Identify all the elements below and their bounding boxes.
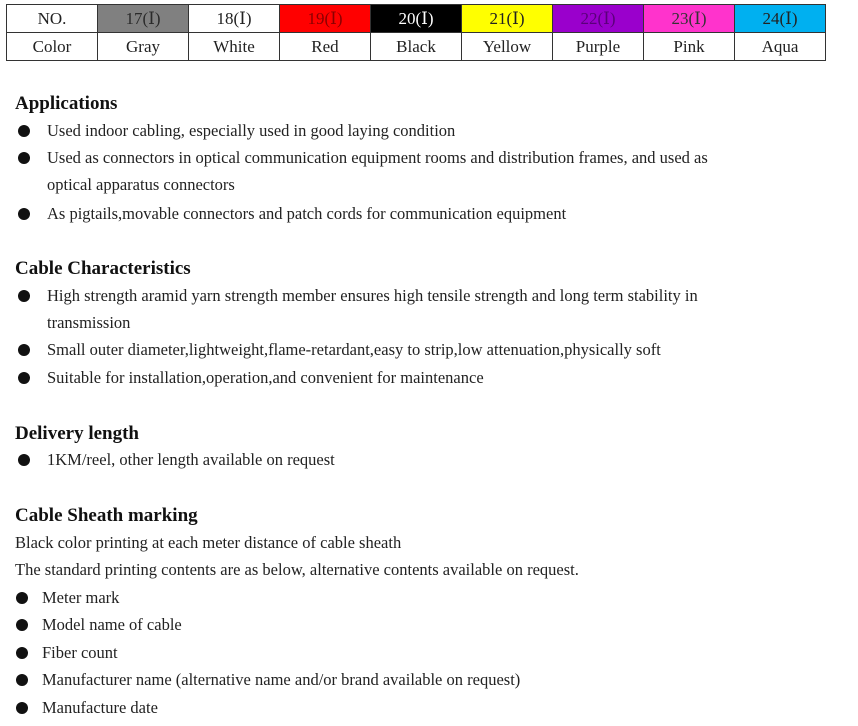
fiber-number-cell: 19(Ⅰ) — [280, 5, 371, 33]
row-label-number: NO. — [7, 5, 98, 33]
fiber-number-cell: 21(Ⅰ) — [462, 5, 553, 33]
color-name-cell: Red — [280, 33, 371, 61]
marking-item: Meter mark — [42, 588, 120, 607]
applications-heading: Applications — [15, 93, 118, 114]
table-row-number — [7, 5, 826, 33]
marking-item: Fiber count — [42, 643, 118, 662]
bullet-icon — [18, 290, 30, 302]
color-name-cell: Gray — [98, 33, 189, 61]
applications-item: Used as connectors in optical communication equipment rooms and distribution frames, and used as — [47, 148, 708, 167]
fiber-number-cell: 17(Ⅰ) — [98, 5, 189, 33]
applications-item-continuation: optical apparatus connectors — [47, 175, 235, 194]
marking-item: Manufacturer name (alternative name and/or brand available on request) — [42, 670, 521, 689]
characteristics-item: Small outer diameter,lightweight,flame-retardant,easy to strip,low attenuation,physically soft — [47, 340, 661, 359]
table-row-color — [7, 33, 826, 61]
bullet-icon — [16, 619, 28, 631]
bullet-icon — [16, 592, 28, 604]
bullet-icon — [16, 674, 28, 686]
bullet-icon — [18, 372, 30, 384]
bullet-icon — [18, 344, 30, 356]
characteristics-heading: Cable Characteristics — [15, 258, 191, 279]
bullet-icon — [18, 125, 30, 137]
color-name-cell: White — [189, 33, 280, 61]
fiber-number-cell: 24(Ⅰ) — [735, 5, 826, 33]
row-label-color: Color — [7, 33, 98, 61]
fiber-number-cell: 18(Ⅰ) — [189, 5, 280, 33]
fiber-number-cell: 23(Ⅰ) — [644, 5, 735, 33]
fiber-number-cell: 22(Ⅰ) — [553, 5, 644, 33]
applications-item: As pigtails,movable connectors and patch cords for communication equipment — [47, 204, 567, 223]
marking-item: Manufacture date — [42, 698, 158, 717]
applications-item: Used indoor cabling, especially used in good laying condition — [47, 121, 456, 140]
characteristics-item: Suitable for installation,operation,and convenient for maintenance — [47, 368, 484, 387]
color-name-cell: Pink — [644, 33, 735, 61]
color-name-cell: Black — [371, 33, 462, 61]
color-code-table — [6, 4, 826, 61]
color-name-cell: Purple — [553, 33, 644, 61]
delivery-heading: Delivery length — [15, 423, 140, 444]
characteristics-item: High strength aramid yarn strength member ensures high tensile strength and long term stability in — [47, 286, 698, 305]
bullet-icon — [18, 208, 30, 220]
color-name-cell: Aqua — [735, 33, 826, 61]
bullet-icon — [18, 454, 30, 466]
marking-heading: Cable Sheath marking — [15, 505, 198, 526]
marking-intro-line: Black color printing at each meter distance of cable sheath — [15, 533, 402, 552]
marking-item: Model name of cable — [42, 615, 182, 634]
fiber-number-cell: 20(Ⅰ) — [371, 5, 462, 33]
bullet-icon — [16, 647, 28, 659]
delivery-item: 1KM/reel, other length available on request — [47, 450, 335, 469]
color-name-cell: Yellow — [462, 33, 553, 61]
bullet-icon — [18, 152, 30, 164]
bullet-icon — [16, 702, 28, 714]
characteristics-item-continuation: transmission — [47, 313, 131, 332]
marking-intro-line: The standard printing contents are as below, alternative contents available on request. — [15, 560, 579, 579]
